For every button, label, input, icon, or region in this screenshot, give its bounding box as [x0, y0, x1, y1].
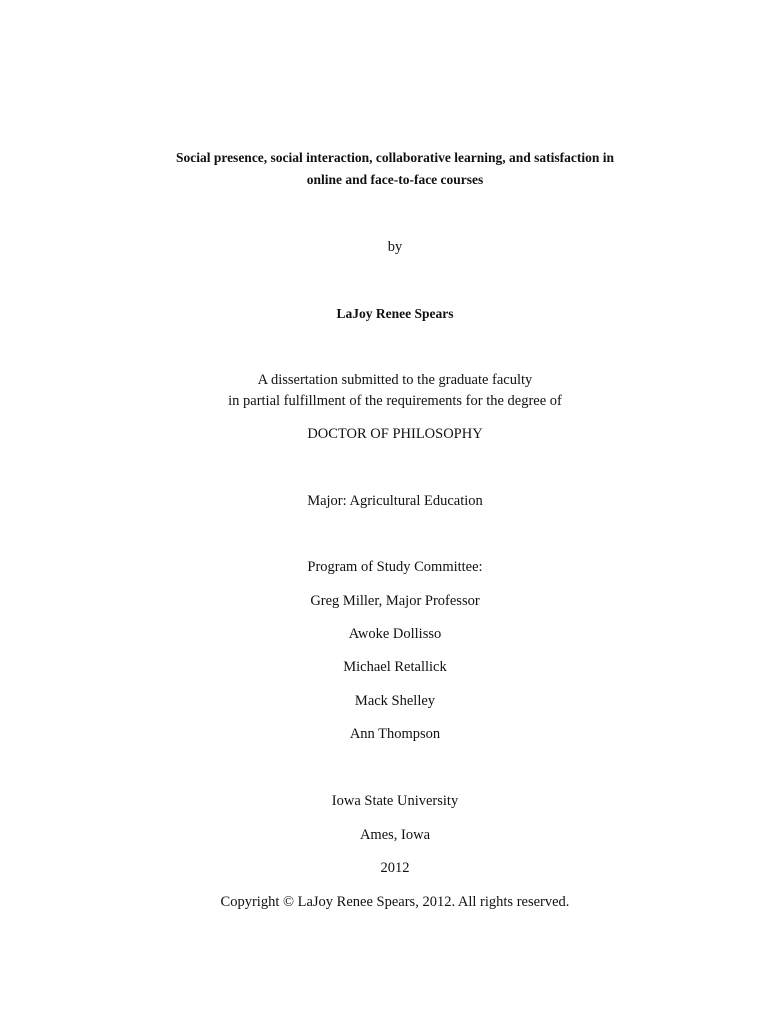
title-line-2: online and face-to-face courses — [306, 172, 484, 187]
major-text: Major: Agricultural Education — [307, 493, 483, 509]
committee-member: Awoke Dollisso — [348, 626, 442, 642]
submission-line-2: in partial fulfillment of the requirements for the degree of — [228, 393, 562, 409]
committee-member: Ann Thompson — [349, 726, 441, 742]
university-name: Iowa State University — [331, 793, 459, 809]
year-text: 2012 — [380, 860, 410, 876]
submission-line-1: A dissertation submitted to the graduate faculty — [257, 372, 533, 388]
title-line-1: Social presence, social interaction, collaborative learning, and satisfaction in — [175, 150, 615, 165]
committee-member: Greg Miller, Major Professor — [310, 593, 480, 609]
committee-heading: Program of Study Committee: — [307, 559, 483, 575]
location-text: Ames, Iowa — [359, 827, 431, 843]
author-name: LaJoy Renee Spears — [336, 306, 454, 321]
copyright-notice: Copyright © LaJoy Renee Spears, 2012. All rights reserved. — [220, 894, 570, 910]
degree-name: DOCTOR OF PHILOSOPHY — [307, 426, 483, 442]
committee-member: Michael Retallick — [343, 659, 447, 675]
by-text: by — [387, 239, 403, 255]
committee-member: Mack Shelley — [354, 693, 436, 709]
